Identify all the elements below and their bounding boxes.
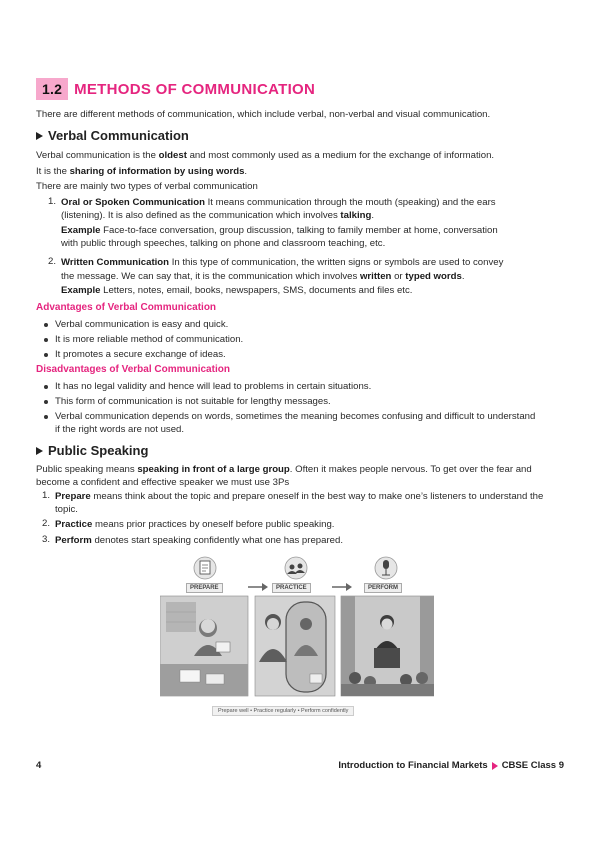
arrow-right-icon [332, 583, 352, 591]
footer-book-title: Introduction to Financial Markets [338, 760, 488, 771]
clipboard-icon [194, 557, 216, 579]
practice-panel [255, 596, 335, 696]
bullet-icon [44, 323, 48, 327]
footer-book [338, 760, 564, 771]
triangle-bullet-icon [36, 132, 43, 140]
prepare-line-1: Prepare means think about the topic and prepare oneself in the best way to make one’s listeners to understand the [55, 491, 544, 502]
item-number: 1. [42, 490, 51, 501]
written-example: Example Letters, notes, email, books, newspapers, SMS, documents and files etc. [61, 285, 413, 296]
item-number: 1. [48, 196, 57, 207]
bullet-icon [44, 415, 48, 419]
oral-line-1: Oral or Spoken Communication It means communication through the mouth (speaking) and the ears [61, 197, 496, 208]
oral-example-2: with public through speeches, talking on phone and classroom teaching, etc. [61, 238, 386, 249]
verbal-line-1: Verbal communication is the oldest and most commonly used as a medium for the exchange of information. [36, 150, 495, 161]
practice-line: Practice means prior practices by oneself before public speaking. [55, 519, 335, 530]
three-ps-illustration [160, 556, 434, 721]
public-heading [36, 443, 148, 458]
footer-class: CBSE Class 9 [501, 760, 564, 771]
people-talking-icon [285, 557, 307, 579]
figure-caption: Prepare well • Practice regularly • Perform confidently [212, 706, 354, 716]
item-number: 2. [42, 518, 51, 529]
verbal-line-3: There are mainly two types of verbal communication [36, 181, 258, 192]
illustration-svg [160, 556, 434, 721]
arrow-right-icon [248, 583, 268, 591]
prepare-panel [160, 596, 248, 696]
intro-text: There are different methods of communication, which include verbal, non-verbal and visual communication. [36, 109, 491, 120]
disadvantages-heading: Disadvantages of Verbal Communication [36, 364, 230, 375]
triangle-separator-icon [492, 762, 498, 770]
bullet-icon [44, 353, 48, 357]
verbal-heading-text: Verbal Communication [48, 128, 189, 143]
microphone-icon [375, 557, 397, 579]
public-heading-text: Public Speaking [48, 443, 149, 458]
item-number: 3. [42, 534, 51, 545]
section-title: METHODS OF COMMUNICATION [74, 80, 316, 98]
page-number: 4 [36, 760, 42, 771]
verbal-heading [36, 128, 189, 143]
section-header [36, 78, 315, 100]
bullet-icon [44, 385, 48, 389]
disadvantage-item-cont: if the right words are not used. [55, 424, 185, 435]
perform-line: Perform denotes start speaking confidently what one has prepared. [55, 535, 343, 546]
bullet-icon [44, 400, 48, 404]
advantage-item: It promotes a secure exchange of ideas. [55, 349, 226, 360]
oral-line-2: (listening). It is also defined as the communication which involves talking. [61, 210, 375, 221]
perform-panel [341, 596, 434, 696]
disadvantage-item: It has no legal validity and hence will lead to problems in certain situations. [55, 381, 372, 392]
written-line-2: the message. We can say that, it is the communication which involves written or typed words. [61, 271, 465, 282]
written-line-1: Written Communication In this type of communication, the written signs or symbols are used to convey [61, 257, 504, 268]
section-number: 1.2 [36, 78, 68, 100]
stage-label-practice: PRACTICE [272, 583, 311, 593]
bullet-icon [44, 338, 48, 342]
disadvantage-item: This form of communication is not suitable for lengthy messages. [55, 396, 331, 407]
triangle-bullet-icon [36, 447, 43, 455]
verbal-line-2: It is the sharing of information by using words. [36, 166, 248, 177]
stage-label-prepare: PREPARE [186, 583, 223, 593]
item-number: 2. [48, 256, 57, 267]
disadvantage-item: Verbal communication depends on words, sometimes the meaning becomes confusing and difficult to understand [55, 411, 536, 422]
public-line-1: Public speaking means speaking in front of a large group. Often it makes people nervous. To get over the fear and [36, 464, 532, 475]
prepare-line-2: topic. [55, 504, 78, 515]
stage-label-perform: PERFORM [364, 583, 402, 593]
advantage-item: Verbal communication is easy and quick. [55, 319, 229, 330]
advantages-heading: Advantages of Verbal Communication [36, 302, 217, 313]
public-line-2: become a confident and effective speaker we must use 3Ps [36, 477, 290, 488]
advantage-item: It is more reliable method of communication. [55, 334, 244, 345]
oral-example-1: Example Face-to-face conversation, group discussion, talking to family member at home, conversation [61, 225, 498, 236]
